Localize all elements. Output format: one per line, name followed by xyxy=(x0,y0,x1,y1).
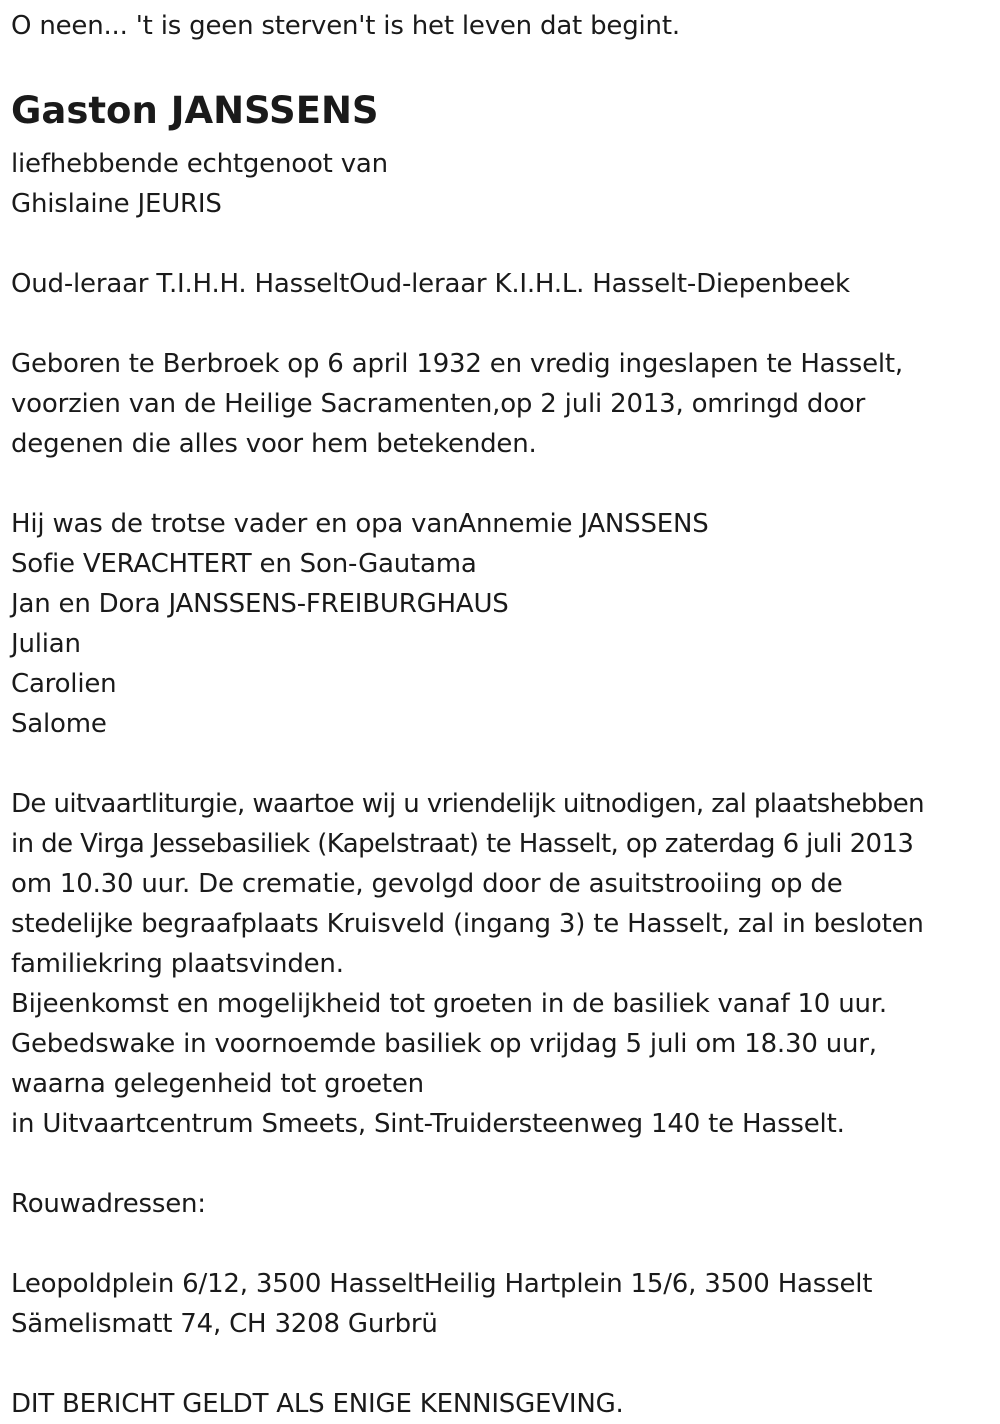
funeral-line: De uitvaartliturgie, waartoe wij u vriendelijk uitnodigen, zal plaatshebben xyxy=(11,789,924,819)
spacer xyxy=(11,1224,991,1264)
family-line: Sofie VERACHTERT en Son-Gautama xyxy=(11,549,477,579)
funeral-line: Gebedswake in voornoemde basiliek op vrijdag 5 juli om 18.30 uur, xyxy=(11,1029,877,1059)
birth-death-line: degenen die alles voor hem betekenden. xyxy=(11,429,537,459)
addresses-heading: Rouwadressen: xyxy=(11,1189,206,1219)
obituary-notice xyxy=(11,0,991,1424)
address-line: Sämelismatt 74, CH 3208 Gurbrü xyxy=(11,1309,438,1339)
spacer xyxy=(11,1344,991,1384)
spouse-intro: liefhebbende echtgenoot van xyxy=(11,149,388,179)
funeral-line: familiekring plaatsvinden. xyxy=(11,949,344,979)
deceased-name: Gaston JANSSENS xyxy=(11,89,379,132)
funeral-line: waarna gelegenheid tot groeten xyxy=(11,1069,424,1099)
spacer xyxy=(11,744,991,784)
address-line: Leopoldplein 6/12, 3500 HasseltHeilig Hartplein 15/6, 3500 Hasselt xyxy=(11,1269,873,1299)
family-line: Hij was de trotse vader en opa vanAnnemie JANSSENS xyxy=(11,509,709,539)
funeral-line: om 10.30 uur. De crematie, gevolgd door de asuitstrooiing op de xyxy=(11,869,843,899)
birth-death-line: voorzien van de Heilige Sacramenten,op 2 juli 2013, omringd door xyxy=(11,389,866,419)
closing-notice: DIT BERICHT GELDT ALS ENIGE KENNISGEVING. xyxy=(11,1389,624,1419)
spacer xyxy=(11,304,991,344)
funeral-line: Bijeenkomst en mogelijkheid tot groeten in de basiliek vanaf 10 uur. xyxy=(11,989,887,1019)
family-line: Salome xyxy=(11,709,107,739)
spouse-name: Ghislaine JEURIS xyxy=(11,189,222,219)
birth-death-line: Geboren te Berbroek op 6 april 1932 en vredig ingeslapen te Hasselt, xyxy=(11,349,903,379)
family-line: Carolien xyxy=(11,669,117,699)
family-line: Jan en Dora JANSSENS-FREIBURGHAUS xyxy=(11,589,509,619)
profession-text: Oud-leraar T.I.H.H. HasseltOud-leraar K.I.H.L. Hasselt-Diepenbeek xyxy=(11,269,850,299)
motto: O neen... 't is geen sterven't is het leven dat begint. xyxy=(11,11,680,41)
spacer xyxy=(11,464,991,504)
family-line: Julian xyxy=(11,629,81,659)
funeral-line: in Uitvaartcentrum Smeets, Sint-Truidersteenweg 140 te Hasselt. xyxy=(11,1109,845,1139)
spacer xyxy=(11,224,991,264)
funeral-line: in de Virga Jessebasiliek (Kapelstraat) te Hasselt, op zaterdag 6 juli 2013 xyxy=(11,829,914,859)
funeral-line: stedelijke begraafplaats Kruisveld (ingang 3) te Hasselt, zal in besloten xyxy=(11,909,924,939)
spacer xyxy=(11,1144,991,1184)
